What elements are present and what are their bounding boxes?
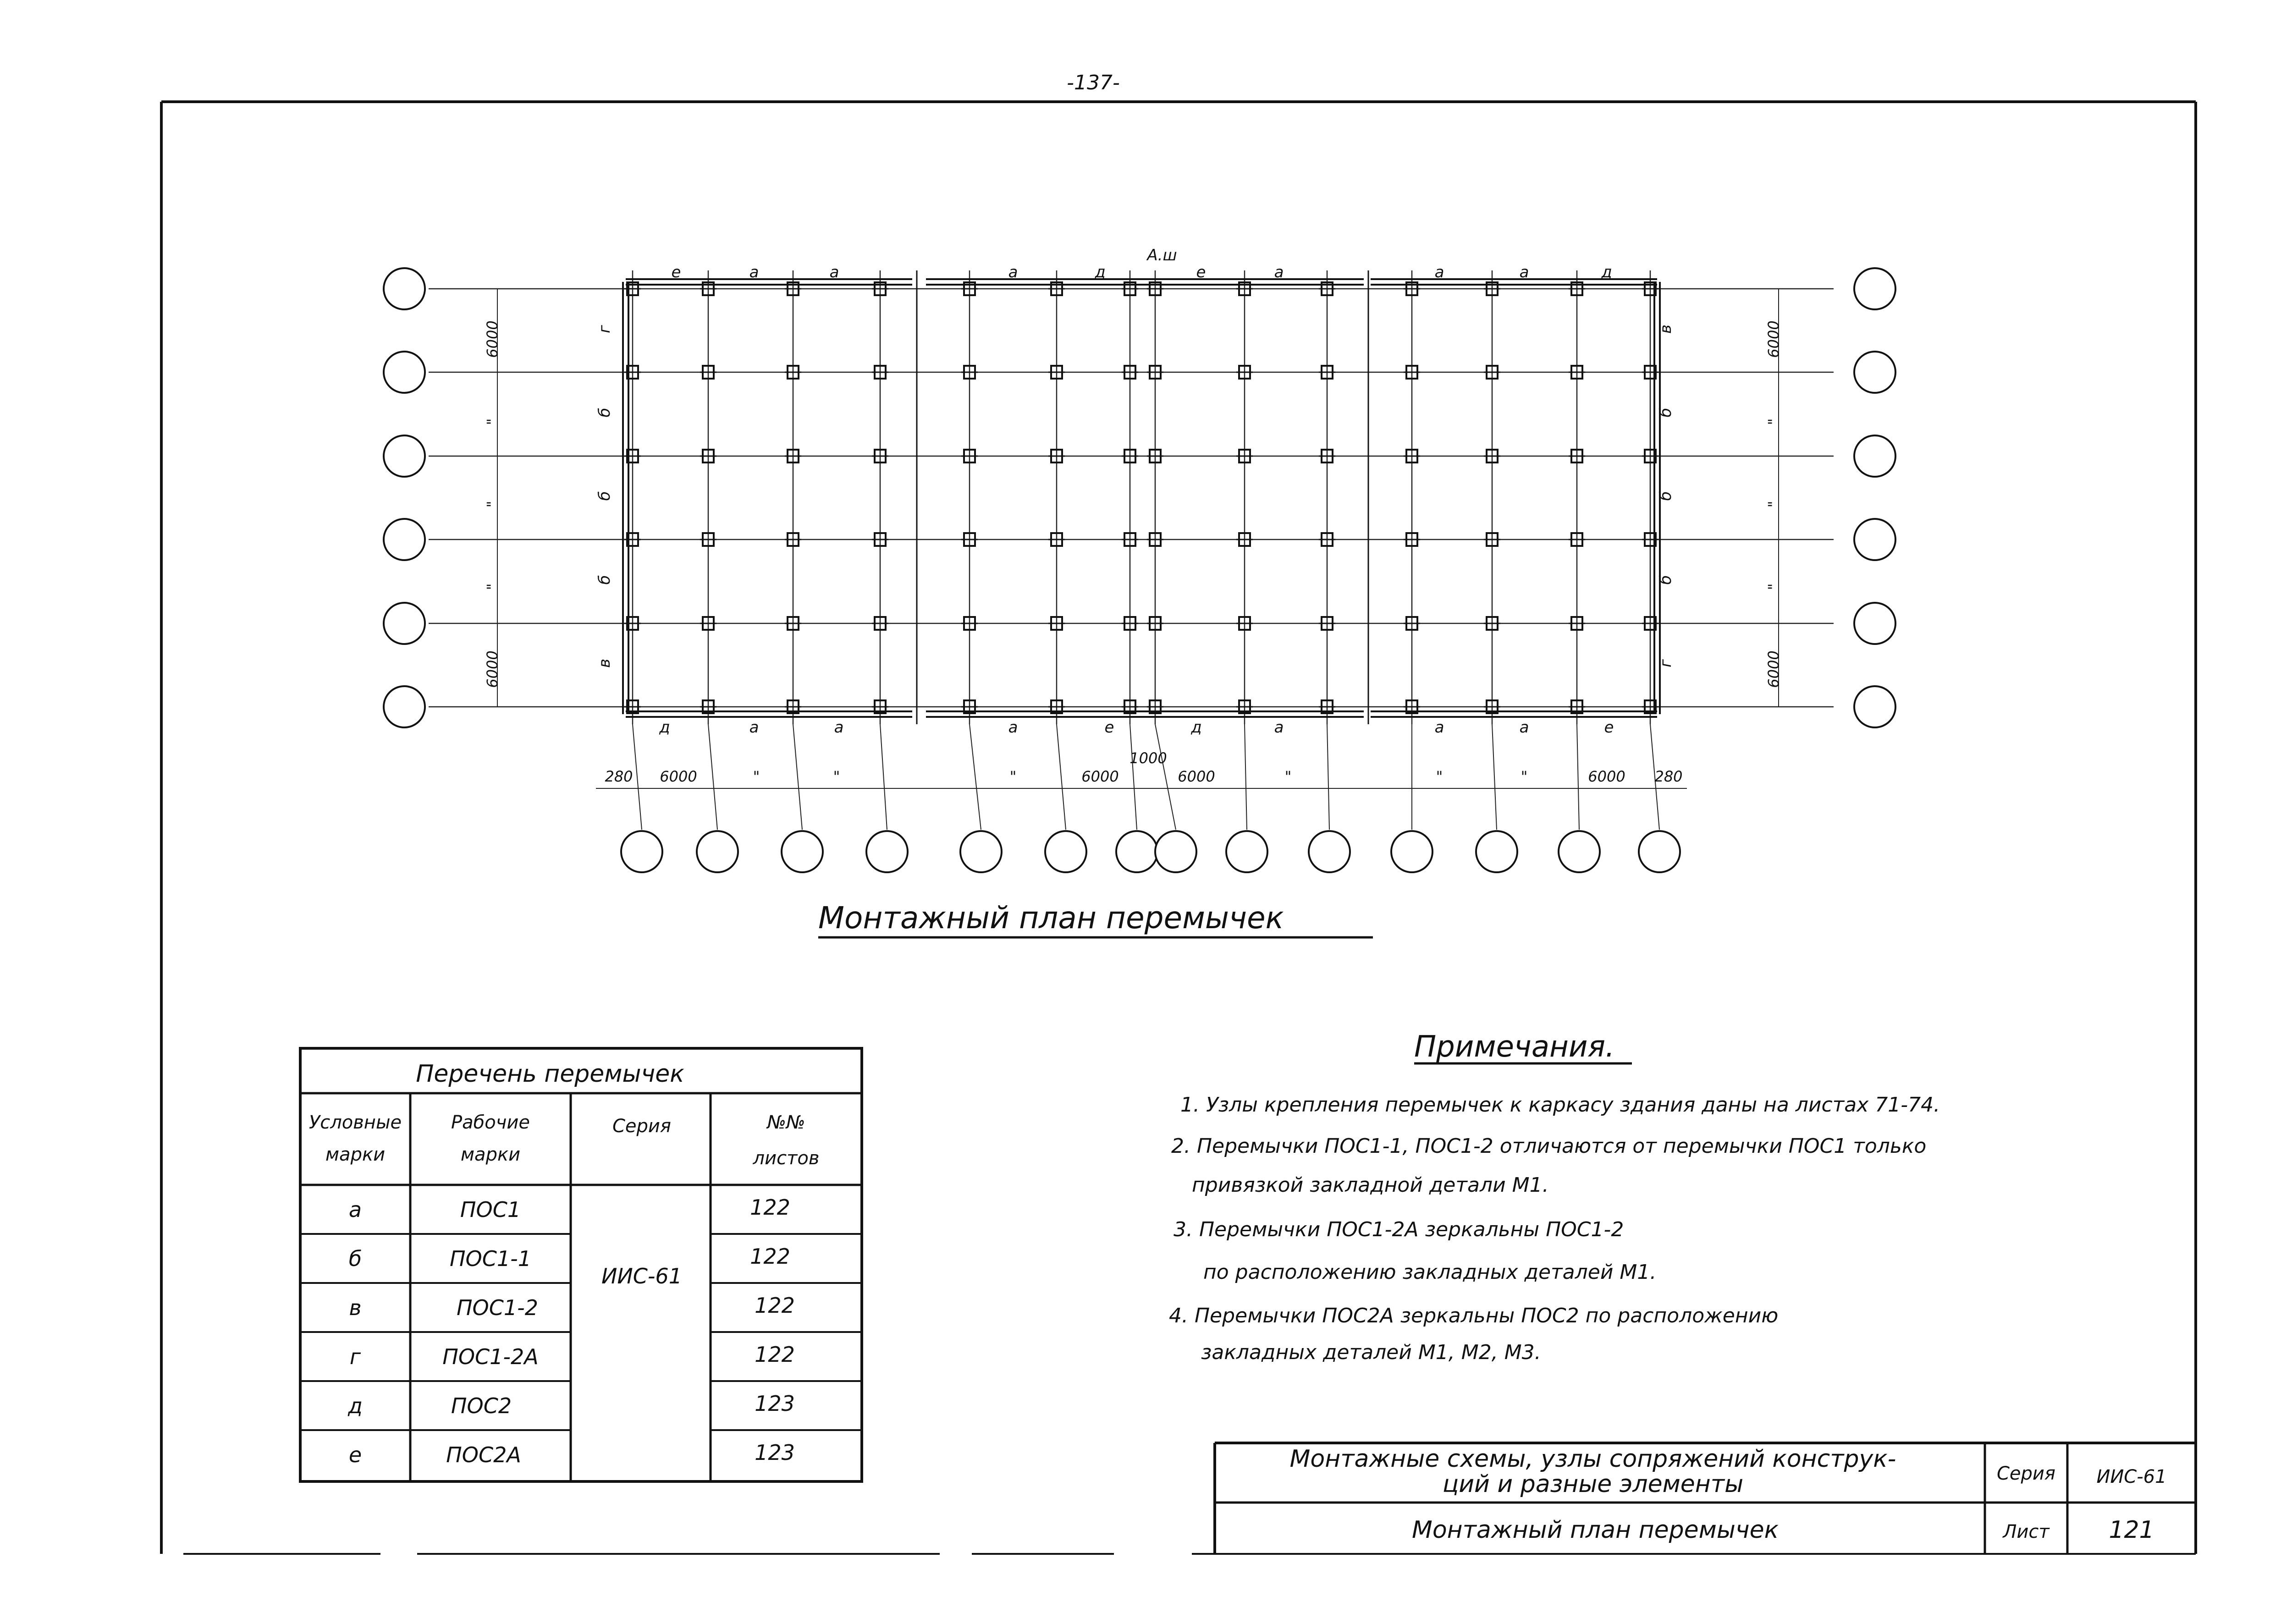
mark-label: д [1601,263,1612,281]
dim-label: " [484,583,501,590]
mark-label: д [1095,263,1106,281]
dim-label: 6000 [1765,650,1782,688]
table-cell: ПОС2 [451,1393,512,1418]
dim-label: 6000 [1178,768,1215,785]
axis-leader-line [1245,724,1247,830]
side-mark-label: в [595,658,614,668]
mark-label: а [1274,263,1284,281]
note-line: 4. Перемычки ПОС2А зеркальны ПОС2 по расположению [1169,1304,1779,1327]
side-mark-label: г [1657,659,1675,667]
dim-label: " [833,768,840,785]
table-cell: ПОС1-2 [456,1295,539,1320]
table-header-cell: листов [753,1148,820,1169]
axis-leader-line [880,724,887,830]
axis-bubble [1116,831,1157,872]
side-mark-label: б [595,575,614,585]
note-line: по расположению закладных деталей М1. [1203,1261,1657,1284]
dim-label: 6000 [1081,768,1119,785]
side-mark-label: г [595,325,614,333]
mark-label: а [1519,263,1529,281]
table-cell: 122 [750,1195,790,1220]
title-block-line: ций и разные элементы [1442,1470,1744,1498]
mark-label: а [749,263,759,281]
axis-bubble [1391,831,1432,872]
table-cell: ПОС2А [446,1442,521,1467]
mark-label: а [834,718,844,737]
axis-bubble [1559,831,1600,872]
axis-bubble [1854,686,1895,727]
mark-label: а [1274,718,1284,737]
dim-label: " [1284,768,1292,785]
note-line: привязкой закладной детали М1. [1192,1173,1549,1197]
dim-label: " [484,501,501,508]
drawing-title: Монтажный план перемычек [1411,1516,1779,1544]
axis-bubble [960,831,1002,872]
axis-leader-line [1577,724,1579,830]
axis-bubble [1854,519,1895,560]
table-header-cell: марки [460,1144,521,1165]
axis-bubble [1854,352,1895,393]
mark-label: е [1104,718,1114,737]
mark-label: а [1519,718,1529,737]
table-cell: б [348,1246,362,1271]
shaft-label: А.ш [1147,246,1177,264]
table-header-cell: Рабочие [451,1112,530,1133]
sheet-label: Лист [2003,1521,2050,1542]
axis-bubble [384,352,425,393]
dim-label: 6000 [484,320,501,358]
axis-bubble [621,831,662,872]
note-line: 1. Узлы крепления перемычек к каркасу здания даны на листах 71-74. [1180,1093,1940,1117]
axis-bubble [1045,831,1086,872]
axis-bubble [1476,831,1517,872]
series-value: ИИС-61 [2096,1466,2167,1487]
dim-label: 6000 [1588,768,1625,785]
dim-label: " [1009,768,1017,785]
axis-leader-line [1327,724,1329,830]
table-cell: д [348,1393,363,1418]
mark-label: а [1008,263,1018,281]
dim-label: 280 [605,768,633,785]
dim-label: " [1765,418,1782,425]
series-label: Серия [1997,1463,2055,1484]
table-header-cell: №№ [767,1112,805,1133]
axis-bubble [1639,831,1680,872]
dim-label: 1000 [1129,749,1167,767]
table-cell: е [348,1442,362,1467]
drawing-frame [161,102,2196,1554]
table-title: Перечень перемычек [416,1060,684,1088]
dim-label: " [1765,501,1782,508]
table-cell: ИИС-61 [601,1264,683,1288]
table-cell: 123 [755,1391,795,1416]
title-block [1215,1443,2196,1554]
table-cell: 122 [755,1293,795,1318]
axis-bubble [384,519,425,560]
axis-bubble [1854,603,1895,644]
sheet-number: 121 [2109,1516,2154,1544]
table-cell: 122 [750,1244,790,1269]
table-header-cell: Условные [309,1112,402,1133]
mark-label: а [749,718,759,737]
side-mark-label: б [1657,491,1675,501]
table-cell: ПОС1 [460,1197,521,1222]
table-cell: 122 [755,1342,795,1367]
table-cell: в [349,1295,362,1320]
mark-label: д [1191,718,1202,737]
axis-bubble [1854,435,1895,477]
dim-label: 6000 [1765,320,1782,358]
dim-label: 280 [1654,768,1683,785]
dim-label: 6000 [660,768,697,785]
table-cell: ПОС1-1 [449,1246,532,1271]
side-mark-label: в [1657,324,1675,334]
notes-title: Примечания. [1414,1030,1615,1064]
mark-label: е [671,263,681,281]
note-line: закладных деталей М1, М2, М3. [1201,1341,1541,1364]
side-mark-label: б [1657,575,1675,585]
dim-label: 6000 [484,650,501,688]
axis-bubble [1226,831,1267,872]
axis-bubble [1854,268,1895,309]
axis-bubble [1155,831,1196,872]
title-block-line: Монтажные схемы, узлы сопряжений конструк- [1289,1445,1896,1473]
notes [1169,1030,1940,1364]
dim-label: " [1765,583,1782,590]
mark-label: а [1434,718,1444,737]
mark-label: а [1008,718,1018,737]
note-line: 3. Перемычки ПОС1-2А зеркальны ПОС1-2 [1174,1218,1624,1241]
axis-bubble [697,831,738,872]
plan-title: Монтажный план перемычек [818,900,1284,936]
axis-bubble [384,268,425,309]
table-cell: а [348,1197,362,1222]
plan-labels [595,246,1675,737]
mark-label: а [1434,263,1444,281]
axis-leader-line [1492,724,1497,830]
axis-leader-line [1130,724,1137,830]
axis-bubble [384,435,425,477]
axis-bubble [782,831,823,872]
page-number: -137- [1067,71,1120,94]
side-mark-label: б [595,407,614,418]
mark-label: е [1196,263,1206,281]
axis-leader-line [708,724,717,830]
axis-leader-line [1057,724,1066,830]
axis-bubble [384,603,425,644]
dimensions [484,320,1782,785]
side-mark-label: б [595,491,614,501]
dim-label: " [1521,768,1528,785]
lintel-list-table [300,1048,862,1481]
dim-label: " [1436,768,1443,785]
table-cell: 123 [755,1440,795,1465]
side-mark-label: б [1657,407,1675,418]
axis-leader-line [633,724,642,830]
mark-label: д [659,718,670,737]
table-cell: ПОС1-2А [442,1344,539,1369]
axis-bubble [866,831,908,872]
mark-label: е [1604,718,1614,737]
axis-bubble [384,686,425,727]
dim-label: " [484,418,501,425]
mark-label: а [829,263,839,281]
axis-leader-line [793,724,802,830]
dim-label: " [753,768,760,785]
table-header-cell: марки [325,1144,386,1165]
axis-leader-line [970,724,981,830]
note-line: 2. Перемычки ПОС1-1, ПОС1-2 отличаются от перемычки ПОС1 только [1171,1134,1927,1158]
table-header-cell: Серия [612,1116,671,1137]
table-cell: г [349,1344,361,1369]
axis-bubble [1309,831,1350,872]
axis-leader-line [1155,724,1176,830]
